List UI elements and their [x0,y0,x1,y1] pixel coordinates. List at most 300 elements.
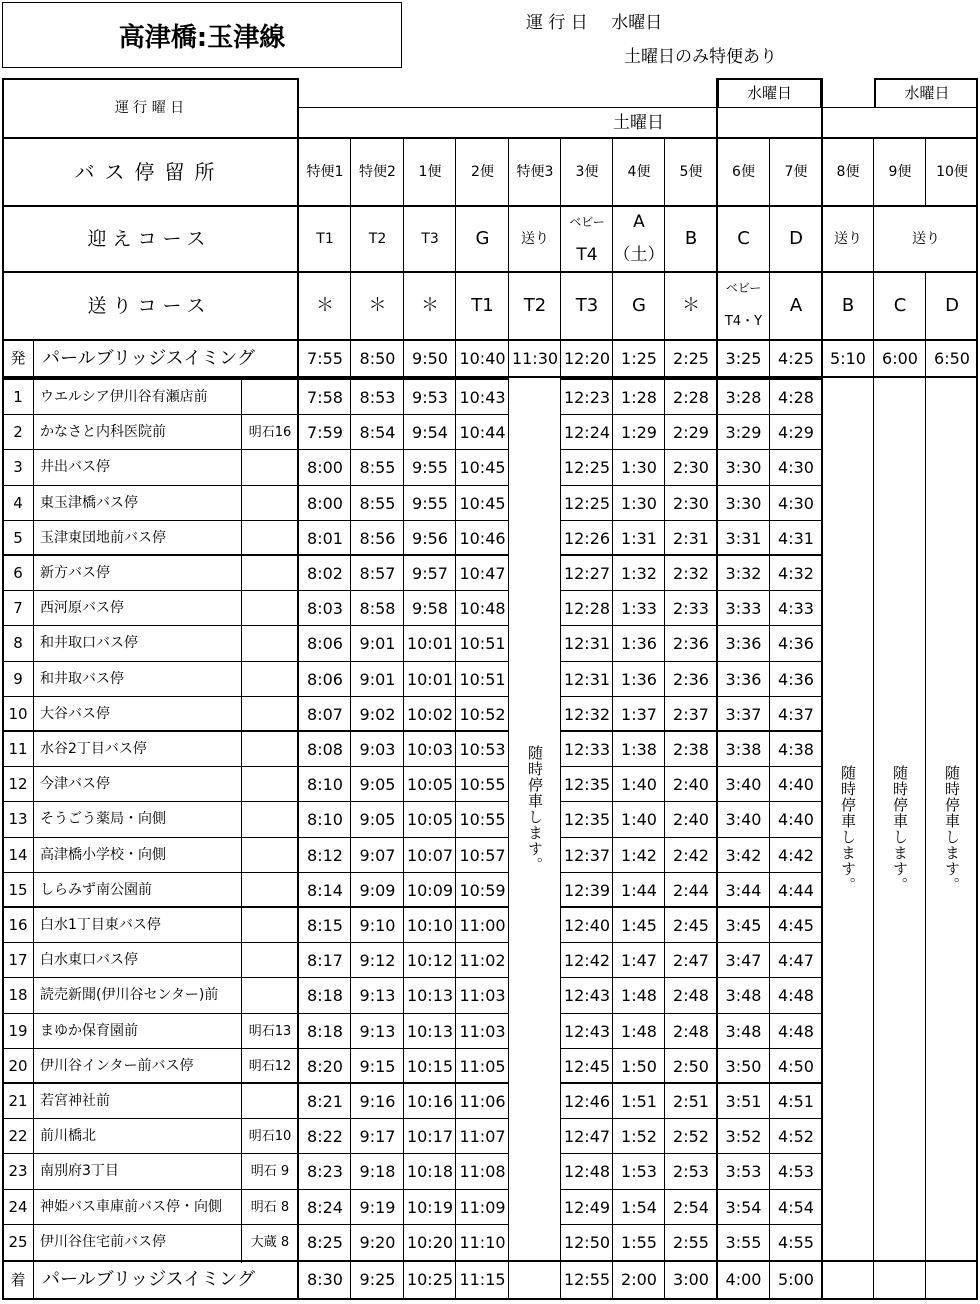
stop-time: 10:12 [406,951,454,971]
stop-number: 16 [8,916,28,934]
stop-time: 10:02 [406,704,454,724]
stop-time: 10:59 [459,880,506,900]
stop-time: 1:53 [621,1162,657,1182]
stop-time: 4:50 [778,1056,814,1076]
stop-time: 8:22 [307,1127,343,1147]
stop-time: 10:19 [406,1197,454,1217]
stop-time: 8:18 [307,1021,343,1041]
stop-time: 9:58 [412,599,448,619]
col-header-10: 8便 [836,164,860,180]
stop-time: 12:39 [563,880,611,900]
stop-code: 明石 8 [250,1199,290,1215]
stop-time: 9:55 [412,493,448,513]
stop-time: 8:06 [307,669,343,689]
stop-time: 2:36 [673,634,709,654]
col-pickup-6: （土） [613,245,665,265]
stop-time: 3:55 [725,1232,762,1252]
stop-time: 10:15 [406,1056,454,1076]
stop-time: 2:30 [673,493,709,513]
col-pickup-8: C [737,228,750,249]
col-dropoff-6: G [632,295,646,316]
stop-time: 4:44 [778,880,814,900]
stop-time: 8:00 [307,458,343,478]
departure-time: 6:00 [882,349,918,368]
col-pickup-2: T3 [421,231,439,247]
stop-name: かなさと内科医院前 [40,424,166,441]
stop-time: 4:30 [778,458,814,478]
col-header-0: 特便1 [306,164,344,180]
stop-time: 2:50 [673,1056,709,1076]
stop-time: 12:43 [563,986,611,1006]
arrival-time: 4:00 [725,1270,762,1289]
stop-name: 南別府3丁目 [40,1163,119,1180]
stop-name: 大谷バス停 [40,705,110,722]
stop-time: 2:47 [673,951,709,971]
stop-time: 1:50 [621,1056,657,1076]
stop-time: 1:48 [621,986,657,1006]
stop-time: 11:05 [459,1056,506,1076]
stop-time: 12:25 [563,458,611,478]
stop-time: 1:54 [621,1197,657,1217]
stop-code: 明石12 [248,1058,292,1074]
stop-time: 2:32 [673,564,709,583]
dropoff-label: 送りコース [87,295,212,317]
stop-time: 8:53 [359,388,396,407]
stop-time: 10:52 [459,704,506,724]
stop-time: 10:53 [459,740,506,759]
stop-time: 9:53 [412,388,448,407]
stop-time: 1:30 [621,458,657,478]
col-header-12: 10便 [936,164,968,180]
stop-time: 2:54 [673,1197,709,1217]
stop-time: 1:29 [621,423,657,443]
col-header-7: 5便 [679,164,703,180]
stop-time: 1:32 [621,564,657,583]
stop-time: 11:00 [459,916,506,935]
stop-number: 6 [13,564,23,582]
on-demand-note-10bin: 随時停車します。 [943,765,961,893]
stop-time: 8:00 [307,493,343,513]
stop-number: 2 [13,423,23,442]
stop-time: 9:57 [412,564,448,583]
stop-time: 8:54 [359,423,396,443]
stop-name: 今津バス停 [40,776,110,793]
col-pickup-4: 送り [521,231,549,247]
stop-time: 3:38 [725,740,762,759]
stop-time: 9:10 [359,916,396,935]
stop-time: 3:40 [725,775,762,795]
stop-time: 1:38 [621,740,657,759]
stop-time: 10:20 [406,1232,454,1252]
stop-time: 4:31 [778,528,814,548]
stop-time: 4:54 [778,1197,814,1217]
departure-time: 8:50 [359,349,396,368]
col-dropoff-4: T2 [523,295,547,316]
stop-number: 24 [8,1197,28,1216]
col-pickup-top-5: ベビー [569,215,605,229]
stop-time: 1:36 [621,669,657,689]
departure-time: 7:55 [307,349,343,368]
stop-time: 10:47 [459,564,506,583]
stop-number: 12 [8,775,28,794]
departure-time: 5:10 [830,349,866,368]
stop-time: 3:33 [725,599,762,619]
stop-name: 前川橋北 [40,1128,96,1145]
stop-time: 9:56 [412,528,448,548]
stop-time: 12:45 [563,1056,611,1076]
stop-time: 9:01 [359,669,396,689]
col-dropoff-10: B [841,295,855,316]
stop-code: 大蔵 8 [250,1234,290,1250]
stop-time: 10:13 [406,1021,454,1041]
stop-time: 12:48 [563,1162,611,1182]
col-header-5: 3便 [575,164,599,180]
col-pickup-0: T1 [316,231,334,247]
stop-time: 12:47 [563,1127,611,1147]
stop-time: 8:20 [307,1056,343,1076]
on-demand-note-8bin: 随時停車します。 [839,765,857,893]
stop-time: 9:54 [412,423,448,443]
stop-time: 1:40 [621,775,657,795]
stop-time: 2:48 [673,1021,709,1041]
stop-number: 19 [8,1021,28,1040]
stop-name: 若宮神社前 [40,1093,110,1109]
departure-time: 11:30 [511,349,559,368]
stop-time: 10:51 [459,669,506,689]
stop-time: 11:03 [459,986,506,1006]
stop-time: 12:43 [563,1021,611,1041]
arrival-time: 8:30 [307,1270,343,1289]
stop-time: 9:19 [359,1197,396,1217]
stop-name: 東玉津橋バス停 [40,494,138,511]
stop-name: まゆか保育園前 [40,1022,138,1039]
stop-time: 10:07 [406,845,454,865]
stop-time: 7:59 [307,423,343,443]
stop-code: 明石 9 [250,1164,290,1180]
stop-time: 3:36 [725,669,762,689]
stop-time: 3:53 [725,1162,762,1182]
stop-name: しらみず南公園前 [40,881,152,898]
service-note: 土曜日のみ特便あり [624,47,777,67]
stop-time: 4:36 [778,669,814,689]
stop-number: 4 [13,493,23,512]
stop-time: 4:42 [778,845,814,865]
stop-time: 8:07 [307,704,343,724]
stop-code: 明石13 [248,1023,292,1039]
stop-time: 12:40 [563,916,611,935]
stop-time: 10:17 [406,1127,454,1147]
stop-time: 11:08 [459,1162,506,1182]
stop-time: 1:44 [621,880,657,900]
departure-name: パールブリッジスイミング [42,348,255,369]
stop-name: そうごう薬局・向側 [40,811,166,828]
stop-time: 4:29 [778,423,814,443]
stop-time: 12:46 [563,1092,611,1111]
stop-number: 18 [8,986,28,1005]
stop-time: 3:48 [725,986,762,1006]
col-dropoff-12: D [945,295,959,316]
stop-time: 8:18 [307,986,343,1006]
stop-time: 9:12 [359,951,396,971]
stop-time: 3:40 [725,810,762,830]
stop-time: 12:35 [563,810,611,830]
stop-time: 4:48 [778,986,814,1006]
service-day-label: 運 行 日 [526,13,588,33]
departure-time: 2:25 [673,349,709,368]
stop-time: 1:42 [621,845,657,865]
stop-time: 12:24 [563,423,611,443]
stop-time: 10:03 [406,740,454,759]
stop-number: 23 [8,1162,28,1181]
col-pickup-top-6: A [633,212,645,232]
arrival-name: パールブリッジスイミング [42,1269,255,1290]
stop-code: 明石10 [248,1129,292,1145]
stop-time: 3:28 [725,388,762,407]
stop-time: 4:55 [778,1232,814,1252]
col-pickup-5: T4 [576,245,598,265]
stop-time: 9:17 [359,1127,396,1147]
col-pickup-10: 送り [834,231,862,247]
stop-time: 3:50 [725,1056,762,1076]
stop-time: 2:52 [673,1127,709,1147]
on-demand-note-9bin: 随時停車します。 [891,765,909,893]
stop-time: 10:43 [459,388,506,407]
on-demand-note-tokubin3: 随時停車します。 [526,745,544,873]
stop-number: 9 [13,669,23,688]
stop-time: 3:36 [725,634,762,654]
stop-time: 12:27 [563,564,611,583]
col-pickup-11: 送り [912,231,940,247]
stop-time: 8:08 [307,740,343,759]
stop-time: 8:15 [307,916,343,935]
stop-time: 3:30 [725,493,762,513]
stop-time: 12:26 [563,528,611,548]
stop-time: 12:50 [563,1232,611,1252]
col-dropoff-1: ＊ [368,295,387,316]
stop-time: 9:05 [359,775,396,795]
stop-time: 1:55 [621,1232,657,1252]
stop-time: 9:02 [359,704,396,724]
col-header-11: 9便 [888,164,912,180]
stop-time: 4:40 [778,810,814,830]
stop-time: 1:36 [621,634,657,654]
col-dropoff-top-8: ベビー [725,281,762,295]
arrival-time: 10:25 [406,1270,454,1289]
wednesday-label-9-10: 水曜日 [904,84,950,102]
stop-time: 1:51 [621,1092,657,1111]
stop-time: 8:24 [307,1197,343,1217]
departure-time: 3:25 [725,349,762,368]
stop-time: 10:55 [459,810,506,830]
stop-time: 10:51 [459,634,506,654]
stop-time: 2:38 [673,740,709,759]
stop-time: 10:05 [406,775,454,795]
departure-time: 1:25 [621,349,657,368]
stop-time: 4:30 [778,493,814,513]
stop-time: 8:06 [307,634,343,654]
stop-name: 玉津東団地前バス停 [40,529,166,546]
stop-time: 10:01 [406,669,454,689]
stop-name: 西河原バス停 [40,600,124,617]
stop-name: ウエルシア伊川谷有瀬店前 [40,389,208,405]
stop-time: 4:40 [778,775,814,795]
stop-time: 9:07 [359,845,396,865]
stop-time: 10:09 [406,880,454,900]
stop-time: 10:13 [406,986,454,1006]
stop-time: 2:51 [673,1092,709,1111]
stop-time: 9:18 [359,1162,396,1182]
stop-time: 11:02 [459,951,506,971]
stop-time: 12:35 [563,775,611,795]
stop-number: 25 [8,1232,28,1251]
departure-time: 12:20 [563,349,611,368]
col-header-4: 特便3 [516,164,554,180]
col-dropoff-7: ＊ [682,295,700,316]
stop-time: 4:28 [778,388,814,407]
stop-time: 4:45 [778,916,814,935]
stop-time: 4:32 [778,564,814,583]
departure-time: 4:25 [778,349,814,368]
stop-number: 7 [13,599,23,618]
stop-time: 9:13 [359,1021,396,1041]
arrival-time: 11:15 [459,1270,506,1289]
stop-time: 1:45 [621,916,657,935]
stop-time: 2:30 [673,458,709,478]
stop-time: 10:05 [406,810,454,830]
stop-time: 3:45 [725,916,762,935]
stop-time: 8:21 [307,1092,343,1111]
stop-time: 1:31 [621,528,657,548]
stop-time: 8:03 [307,599,343,619]
arrival-time: 9:25 [359,1270,396,1289]
departure-time: 9:50 [412,349,448,368]
stop-time: 4:36 [778,634,814,654]
stop-time: 3:47 [725,951,762,971]
departure-time: 10:40 [459,349,506,368]
stop-time: 7:58 [307,388,343,407]
stop-number: 3 [13,458,23,477]
stop-time: 12:23 [563,388,611,407]
stop-name: 井出バス停 [40,459,110,476]
stop-number: 17 [8,951,28,970]
stop-time: 8:25 [307,1232,343,1252]
col-dropoff-9: A [789,295,803,316]
stop-time: 2:55 [673,1232,709,1252]
stop-time: 11:07 [459,1127,506,1147]
stop-time: 4:52 [778,1127,814,1147]
page-title: 高津橋:玉津線 [2,2,402,68]
stop-name: 水谷2丁目バス停 [40,741,147,757]
stop-time: 12:31 [563,669,611,689]
col-dropoff-2: ＊ [421,295,439,316]
stop-number: 22 [8,1127,28,1146]
stop-time: 12:33 [563,740,611,759]
stop-time: 3:30 [725,458,762,478]
arrival-time: 2:00 [621,1270,657,1289]
stop-number: 1 [13,388,23,406]
stop-time: 9:03 [359,740,396,759]
col-pickup-9: D [789,228,803,249]
stop-number: 14 [8,845,28,864]
stop-time: 4:33 [778,599,814,619]
stop-time: 1:52 [621,1127,657,1147]
stop-time: 12:25 [563,493,611,513]
stop-name: 白水1丁目東バス停 [40,917,161,933]
stop-name: 伊川谷住宅前バス停 [40,1233,166,1250]
stop-time: 9:16 [359,1092,396,1111]
stop-time: 9:05 [359,810,396,830]
stop-time: 8:17 [307,951,343,971]
stop-time: 9:20 [359,1232,396,1252]
stop-time: 3:42 [725,845,762,865]
stop-time: 1:30 [621,493,657,513]
stop-time: 9:09 [359,880,396,900]
stop-time: 2:45 [673,916,709,935]
stop-time: 10:45 [459,493,506,513]
stop-time: 3:54 [725,1197,762,1217]
stop-time: 8:02 [307,564,343,583]
arrival-time: 3:00 [673,1270,709,1289]
stop-time: 8:56 [359,528,396,548]
stop-number: 15 [8,880,28,899]
stop-time: 2:29 [673,423,709,443]
stop-time: 12:28 [563,599,611,619]
col-pickup-1: T2 [368,231,387,247]
col-dropoff-5: T3 [575,295,599,316]
stop-time: 10:45 [459,458,506,478]
stop-name: 神姫バス車庫前バス停・向側 [40,1198,222,1215]
stop-time: 10:10 [406,916,454,935]
arrival-time: 5:00 [778,1270,814,1289]
stop-name: 新方バス停 [40,565,110,581]
stop-time: 10:46 [459,528,506,548]
col-dropoff-8: T4・Y [724,314,763,329]
stop-time: 10:44 [459,423,506,443]
stop-time: 9:13 [359,986,396,1006]
stop-time: 2:33 [673,599,709,619]
stop-time: 12:32 [563,704,611,724]
stop-time: 11:09 [459,1197,506,1217]
stop-time: 2:53 [673,1162,709,1182]
stop-time: 10:57 [459,845,506,865]
stop-time: 3:48 [725,1021,762,1041]
stop-time: 9:55 [412,458,448,478]
stop-time: 8:23 [307,1162,343,1182]
stop-name: 白水東口バス停 [40,952,138,969]
stop-time: 10:16 [406,1092,454,1111]
stop-name: 和井取バス停 [40,670,124,687]
stop-time: 2:37 [673,704,709,724]
col-dropoff-11: C [893,295,907,316]
col-header-2: 1便 [418,164,442,180]
stop-number: 10 [8,704,28,723]
arrival-mark: 着 [10,1271,26,1289]
stop-time: 2:40 [673,810,709,830]
col-pickup-3: G [475,228,490,249]
col-pickup-7: B [684,228,698,249]
col-header-9: 7便 [784,164,808,180]
stop-label: バス停留所 [74,160,225,184]
stop-time: 2:36 [673,669,709,689]
stop-time: 8:12 [307,845,343,865]
stop-time: 4:37 [778,704,814,724]
stop-time: 4:38 [778,740,814,759]
stop-time: 8:57 [359,564,396,583]
stop-time: 2:48 [673,986,709,1006]
stop-time: 4:47 [778,951,814,971]
col-header-1: 特便2 [359,164,396,180]
stop-time: 9:15 [359,1056,396,1076]
